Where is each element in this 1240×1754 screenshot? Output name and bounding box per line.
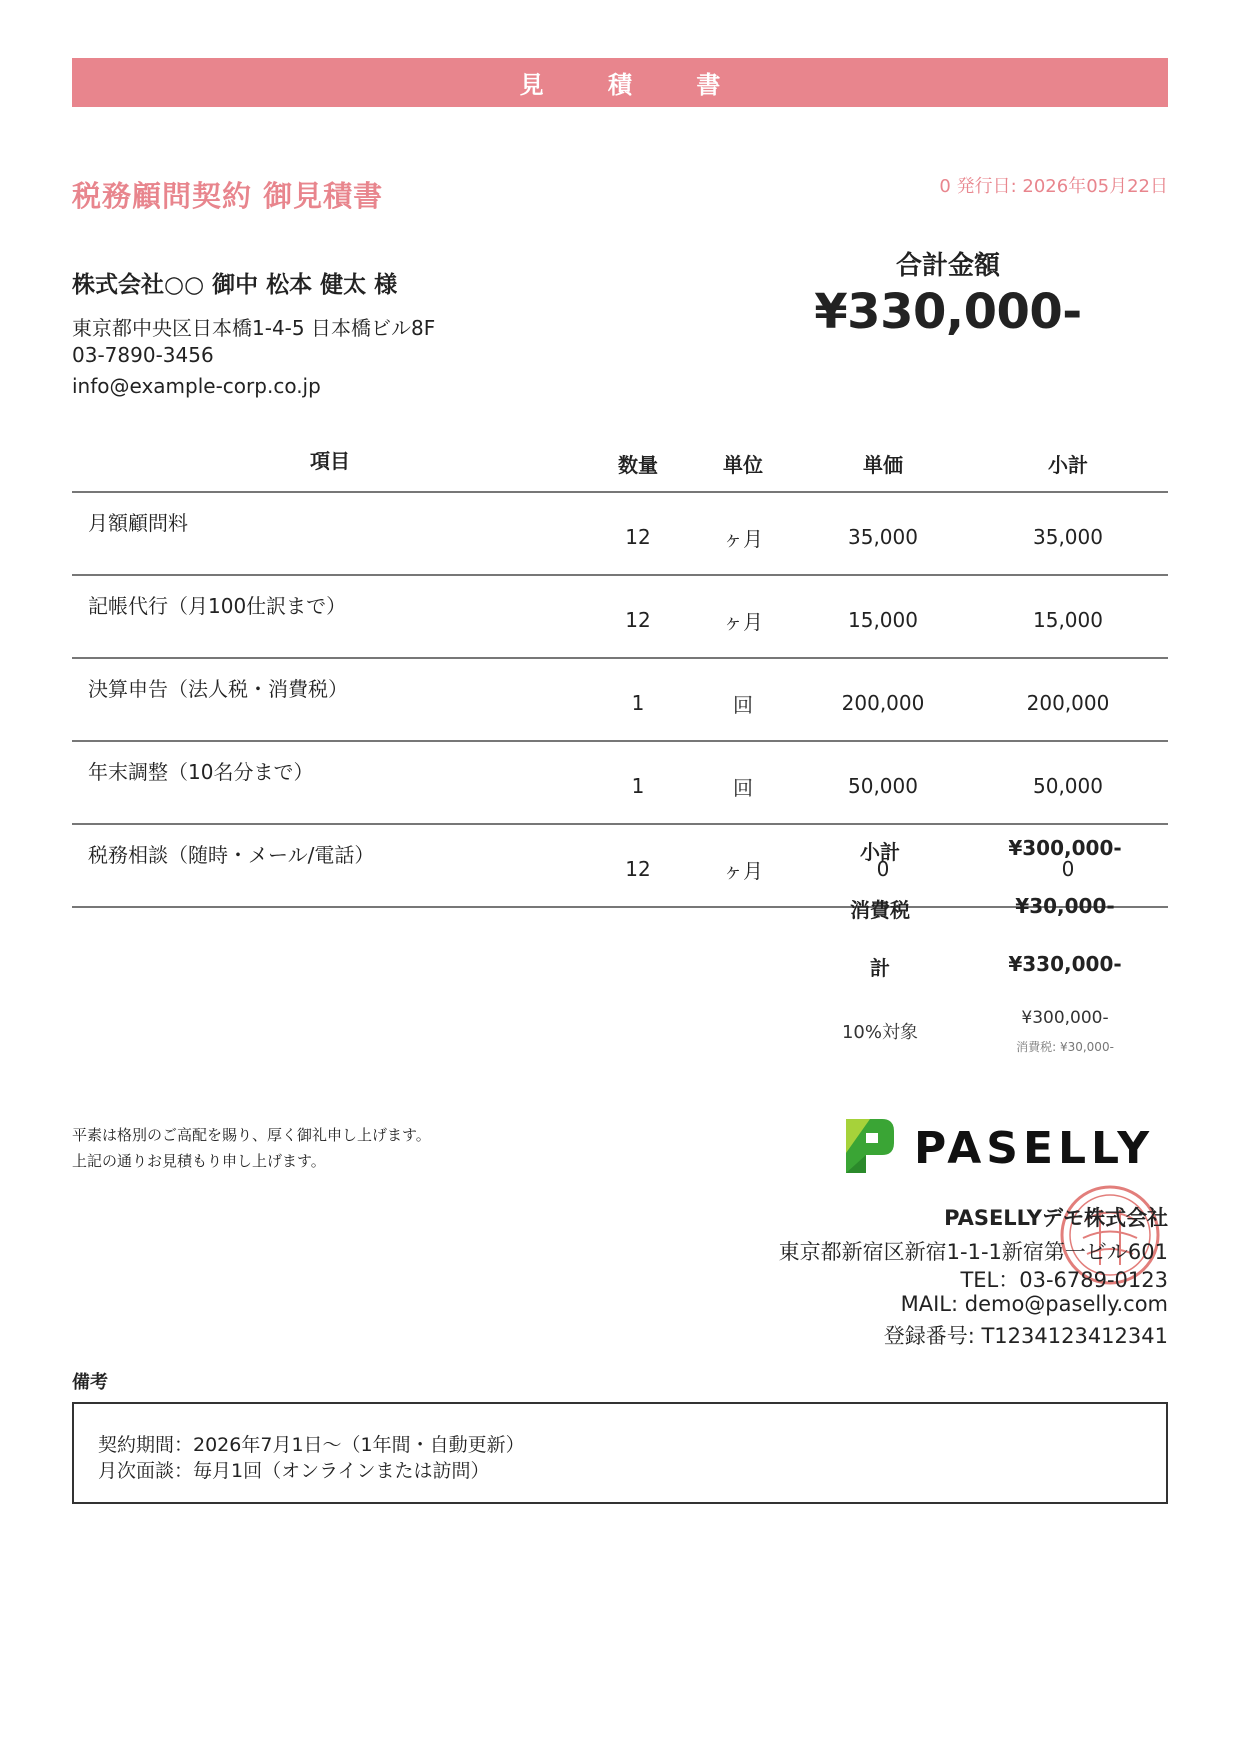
grand-total-value: ¥330,000-: [1008, 952, 1122, 976]
item-unit: ヶ月: [688, 492, 798, 575]
tax-rate-label: 10%対象: [841, 1022, 918, 1043]
client-email: info@example-corp.co.jp: [72, 374, 321, 398]
column-header-unit-price: 単価: [798, 428, 968, 492]
notes-label: 備考: [72, 1372, 108, 1393]
table-row: [72, 575, 1168, 658]
greeting-line: 上記の通りお見積もり申し上げます。: [72, 1152, 326, 1170]
paselly-logo: [836, 1113, 1168, 1179]
total-amount-label: 合計金額: [895, 251, 1000, 281]
item-subtotal: 200,000: [968, 658, 1168, 741]
item-quantity: 12: [588, 492, 688, 575]
item-name: 月額顧問料: [72, 492, 588, 575]
issue-date: 0 発行日: 2026年05月22日: [939, 176, 1168, 197]
client-phone: 03-7890-3456: [72, 343, 214, 367]
table-row: [72, 741, 1168, 824]
item-subtotal: 0: [968, 824, 1168, 907]
item-unit-price: 0: [798, 824, 968, 907]
paselly-logo-icon: [846, 1119, 894, 1173]
subtotal-label: 小計: [860, 840, 900, 864]
company-mail: MAIL: demo@paselly.com: [900, 1292, 1168, 1316]
item-unit: ヶ月: [688, 824, 798, 907]
item-quantity: 12: [588, 824, 688, 907]
table-header-row: [72, 428, 1168, 492]
column-header-unit: 単位: [688, 428, 798, 492]
total-amount-value: ¥330,000-: [814, 284, 1082, 340]
company-address: 東京都新宿区新宿1-1-1新宿第一ビル601: [778, 1240, 1168, 1264]
item-unit-price: 15,000: [798, 575, 968, 658]
item-unit: 回: [688, 741, 798, 824]
tax-rate-base: ¥300,000-: [1021, 1008, 1109, 1028]
tax-label: 消費税: [850, 898, 910, 922]
subtotal-value: ¥300,000-: [1008, 836, 1122, 860]
column-header-item: 項目: [72, 428, 588, 492]
column-header-quantity: 数量: [588, 428, 688, 492]
notes-box: [72, 1402, 1168, 1504]
document-title: 税務顧問契約 御見積書: [72, 179, 384, 213]
grand-total-label: 計: [870, 956, 890, 980]
column-header-subtotal: 小計: [968, 428, 1168, 492]
table-row: [72, 492, 1168, 575]
item-unit-price: 35,000: [798, 492, 968, 575]
item-name: 年末調整（10名分まで）: [72, 741, 588, 824]
item-subtotal: 50,000: [968, 741, 1168, 824]
note-line: 月次面談：毎月1回（オンラインまたは訪問）: [98, 1460, 490, 1482]
item-subtotal: 15,000: [968, 575, 1168, 658]
company-name: PASELLYデモ株式会社: [944, 1206, 1168, 1230]
item-unit: 回: [688, 658, 798, 741]
note-line: 契約期間：2026年7月1日〜（1年間・自動更新）: [98, 1434, 525, 1456]
tax-value: ¥30,000-: [1015, 894, 1115, 918]
item-name: 税務相談（随時・メール/電話）: [72, 824, 588, 907]
item-name: 記帳代行（月100仕訳まで）: [72, 575, 588, 658]
document-banner: 見 積 書: [72, 58, 1168, 107]
paselly-logo-text: PASELLY: [914, 1123, 1155, 1174]
greeting-line: 平素は格別のご高配を賜り、厚く御礼申し上げます。: [72, 1126, 431, 1144]
item-subtotal: 35,000: [968, 492, 1168, 575]
item-name: 決算申告（法人税・消費税）: [72, 658, 588, 741]
item-unit-price: 200,000: [798, 658, 968, 741]
item-quantity: 1: [588, 658, 688, 741]
item-quantity: 1: [588, 741, 688, 824]
client-address: 東京都中央区日本橋1-4-5 日本橋ビル8F: [72, 316, 436, 340]
item-quantity: 12: [588, 575, 688, 658]
table-row: [72, 658, 1168, 741]
item-unit-price: 50,000: [798, 741, 968, 824]
company-registration: 登録番号: T1234123412341: [883, 1324, 1168, 1348]
client-name: 株式会社○○ 御中 松本 健太 様: [72, 272, 398, 298]
item-unit: ヶ月: [688, 575, 798, 658]
company-tel: TEL：03-6789-0123: [960, 1268, 1168, 1292]
tax-rate-amount: 消費税: ¥30,000-: [1016, 1040, 1114, 1054]
